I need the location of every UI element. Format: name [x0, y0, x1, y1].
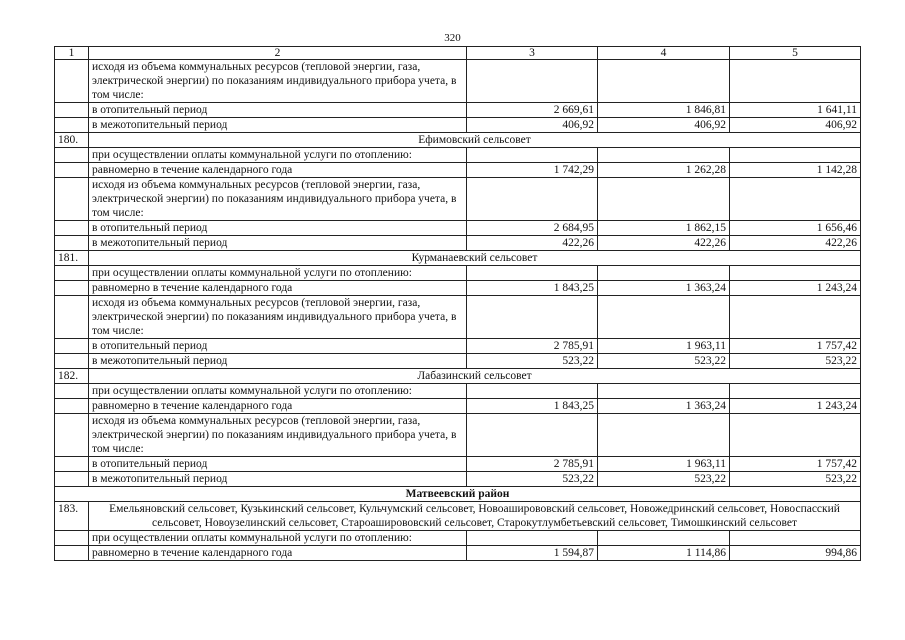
table-row [55, 178, 861, 221]
table-row [55, 236, 861, 251]
section-row [55, 251, 861, 266]
value-cell: 1 757,42 [730, 339, 861, 354]
value-cell: 1 594,87 [467, 546, 598, 561]
value-cell: 1 757,42 [730, 457, 861, 472]
table-row [55, 163, 861, 178]
row-number: 181. [55, 251, 89, 266]
section-title: Ефимовский сельсовет [89, 133, 861, 148]
table-row [55, 531, 861, 546]
table-row [55, 339, 861, 354]
column-header-3: 3 [467, 47, 598, 60]
table-row [55, 457, 861, 472]
row-label: при осуществлении оплаты коммунальной услуги по отоплению: [89, 531, 467, 546]
row-label: в межотопительный период [89, 236, 467, 251]
value-cell: 1 142,28 [730, 163, 861, 178]
value-cell: 523,22 [467, 354, 598, 369]
row-label: в отопительный период [89, 457, 467, 472]
row-description: исходя из объема коммунальных ресурсов (тепловой энергии, газа, электрической энергии) по показаниям индивидуального прибора учета, в том числе: [89, 178, 467, 221]
table-row [55, 221, 861, 236]
row-label: в межотопительный период [89, 472, 467, 487]
value-cell: 1 243,24 [730, 281, 861, 296]
row-number: 183. [55, 502, 89, 531]
table-row [55, 281, 861, 296]
table-row [55, 60, 861, 103]
row-label: в отопительный период [89, 221, 467, 236]
value-cell: 1 862,15 [598, 221, 730, 236]
value-cell: 406,92 [598, 118, 730, 133]
column-header-2: 2 [89, 47, 467, 60]
row-label: в межотопительный период [89, 118, 467, 133]
value-cell: 523,22 [730, 354, 861, 369]
value-cell: 523,22 [598, 472, 730, 487]
value-cell: 1 114,86 [598, 546, 730, 561]
value-cell: 1 243,24 [730, 399, 861, 414]
section-row [55, 133, 861, 148]
section-title: Лабазинский сельсовет [89, 369, 861, 384]
table-row [55, 266, 861, 281]
value-cell: 1 262,28 [598, 163, 730, 178]
value-cell: 2 669,61 [467, 103, 598, 118]
table-row [55, 399, 861, 414]
row-number: 180. [55, 133, 89, 148]
row-description: исходя из объема коммунальных ресурсов (тепловой энергии, газа, электрической энергии) по показаниям индивидуального прибора учета, в том числе: [89, 414, 467, 457]
row-label: равномерно в течение календарного года [89, 163, 467, 178]
value-cell: 406,92 [467, 118, 598, 133]
table-row [55, 296, 861, 339]
value-cell: 1 363,24 [598, 281, 730, 296]
column-header-5: 5 [730, 47, 861, 60]
value-cell: 422,26 [598, 236, 730, 251]
district-row [55, 487, 861, 502]
district-title: Матвеевский район [55, 487, 861, 502]
value-cell: 1 963,11 [598, 457, 730, 472]
value-cell: 1 843,25 [467, 399, 598, 414]
value-cell: 406,92 [730, 118, 861, 133]
row-description: исходя из объема коммунальных ресурсов (тепловой энергии, газа, электрической энергии) по показаниям индивидуального прибора учета, в том числе: [89, 296, 467, 339]
table-row [55, 546, 861, 561]
row-number: 182. [55, 369, 89, 384]
row-label: при осуществлении оплаты коммунальной услуги по отоплению: [89, 148, 467, 163]
table-row [55, 414, 861, 457]
row-description: исходя из объема коммунальных ресурсов (тепловой энергии, газа, электрической энергии) по показаниям индивидуального прибора учета, в том числе: [89, 60, 467, 103]
value-cell: 1 742,29 [467, 163, 598, 178]
section-row [55, 369, 861, 384]
table-row [55, 472, 861, 487]
row-label: в отопительный период [89, 339, 467, 354]
value-cell: 1 846,81 [598, 103, 730, 118]
value-cell: 422,26 [730, 236, 861, 251]
value-cell: 523,22 [598, 354, 730, 369]
row-label: равномерно в течение календарного года [89, 399, 467, 414]
value-cell: 1 363,24 [598, 399, 730, 414]
value-cell: 422,26 [467, 236, 598, 251]
page-number: 320 [444, 32, 461, 44]
value-cell: 1 656,46 [730, 221, 861, 236]
value-cell: 523,22 [730, 472, 861, 487]
section-row [55, 502, 861, 531]
table-row [55, 118, 861, 133]
row-label: в отопительный период [89, 103, 467, 118]
row-label: равномерно в течение календарного года [89, 546, 467, 561]
section-title: Курманаевский сельсовет [89, 251, 861, 266]
table-row [55, 148, 861, 163]
value-cell: 2 684,95 [467, 221, 598, 236]
value-cell: 1 963,11 [598, 339, 730, 354]
value-cell: 1 843,25 [467, 281, 598, 296]
row-label: при осуществлении оплаты коммунальной услуги по отоплению: [89, 384, 467, 399]
value-cell: 2 785,91 [467, 339, 598, 354]
section-title: Емельяновский сельсовет, Кузькинский сельсовет, Кульчумский сельсовет, Новоаширововский сельсовет, Новожедринский сельсовет, Новоспасский сельсовет, Новоузелинский сельсовет, Староаширововский сельсовет, Старокутлумбетьевский сельсовет, Тимошкинский сельсовет [89, 502, 861, 531]
column-header-1: 1 [55, 47, 89, 60]
value-cell: 1 641,11 [730, 103, 861, 118]
table-row [55, 354, 861, 369]
row-label: в межотопительный период [89, 354, 467, 369]
value-cell: 994,86 [730, 546, 861, 561]
table-row [55, 103, 861, 118]
value-cell: 2 785,91 [467, 457, 598, 472]
table-row [55, 384, 861, 399]
column-header-4: 4 [598, 47, 730, 60]
column-header-row [55, 47, 861, 60]
row-label: равномерно в течение календарного года [89, 281, 467, 296]
tariff-table [54, 46, 861, 561]
row-label: при осуществлении оплаты коммунальной услуги по отоплению: [89, 266, 467, 281]
value-cell: 523,22 [467, 472, 598, 487]
